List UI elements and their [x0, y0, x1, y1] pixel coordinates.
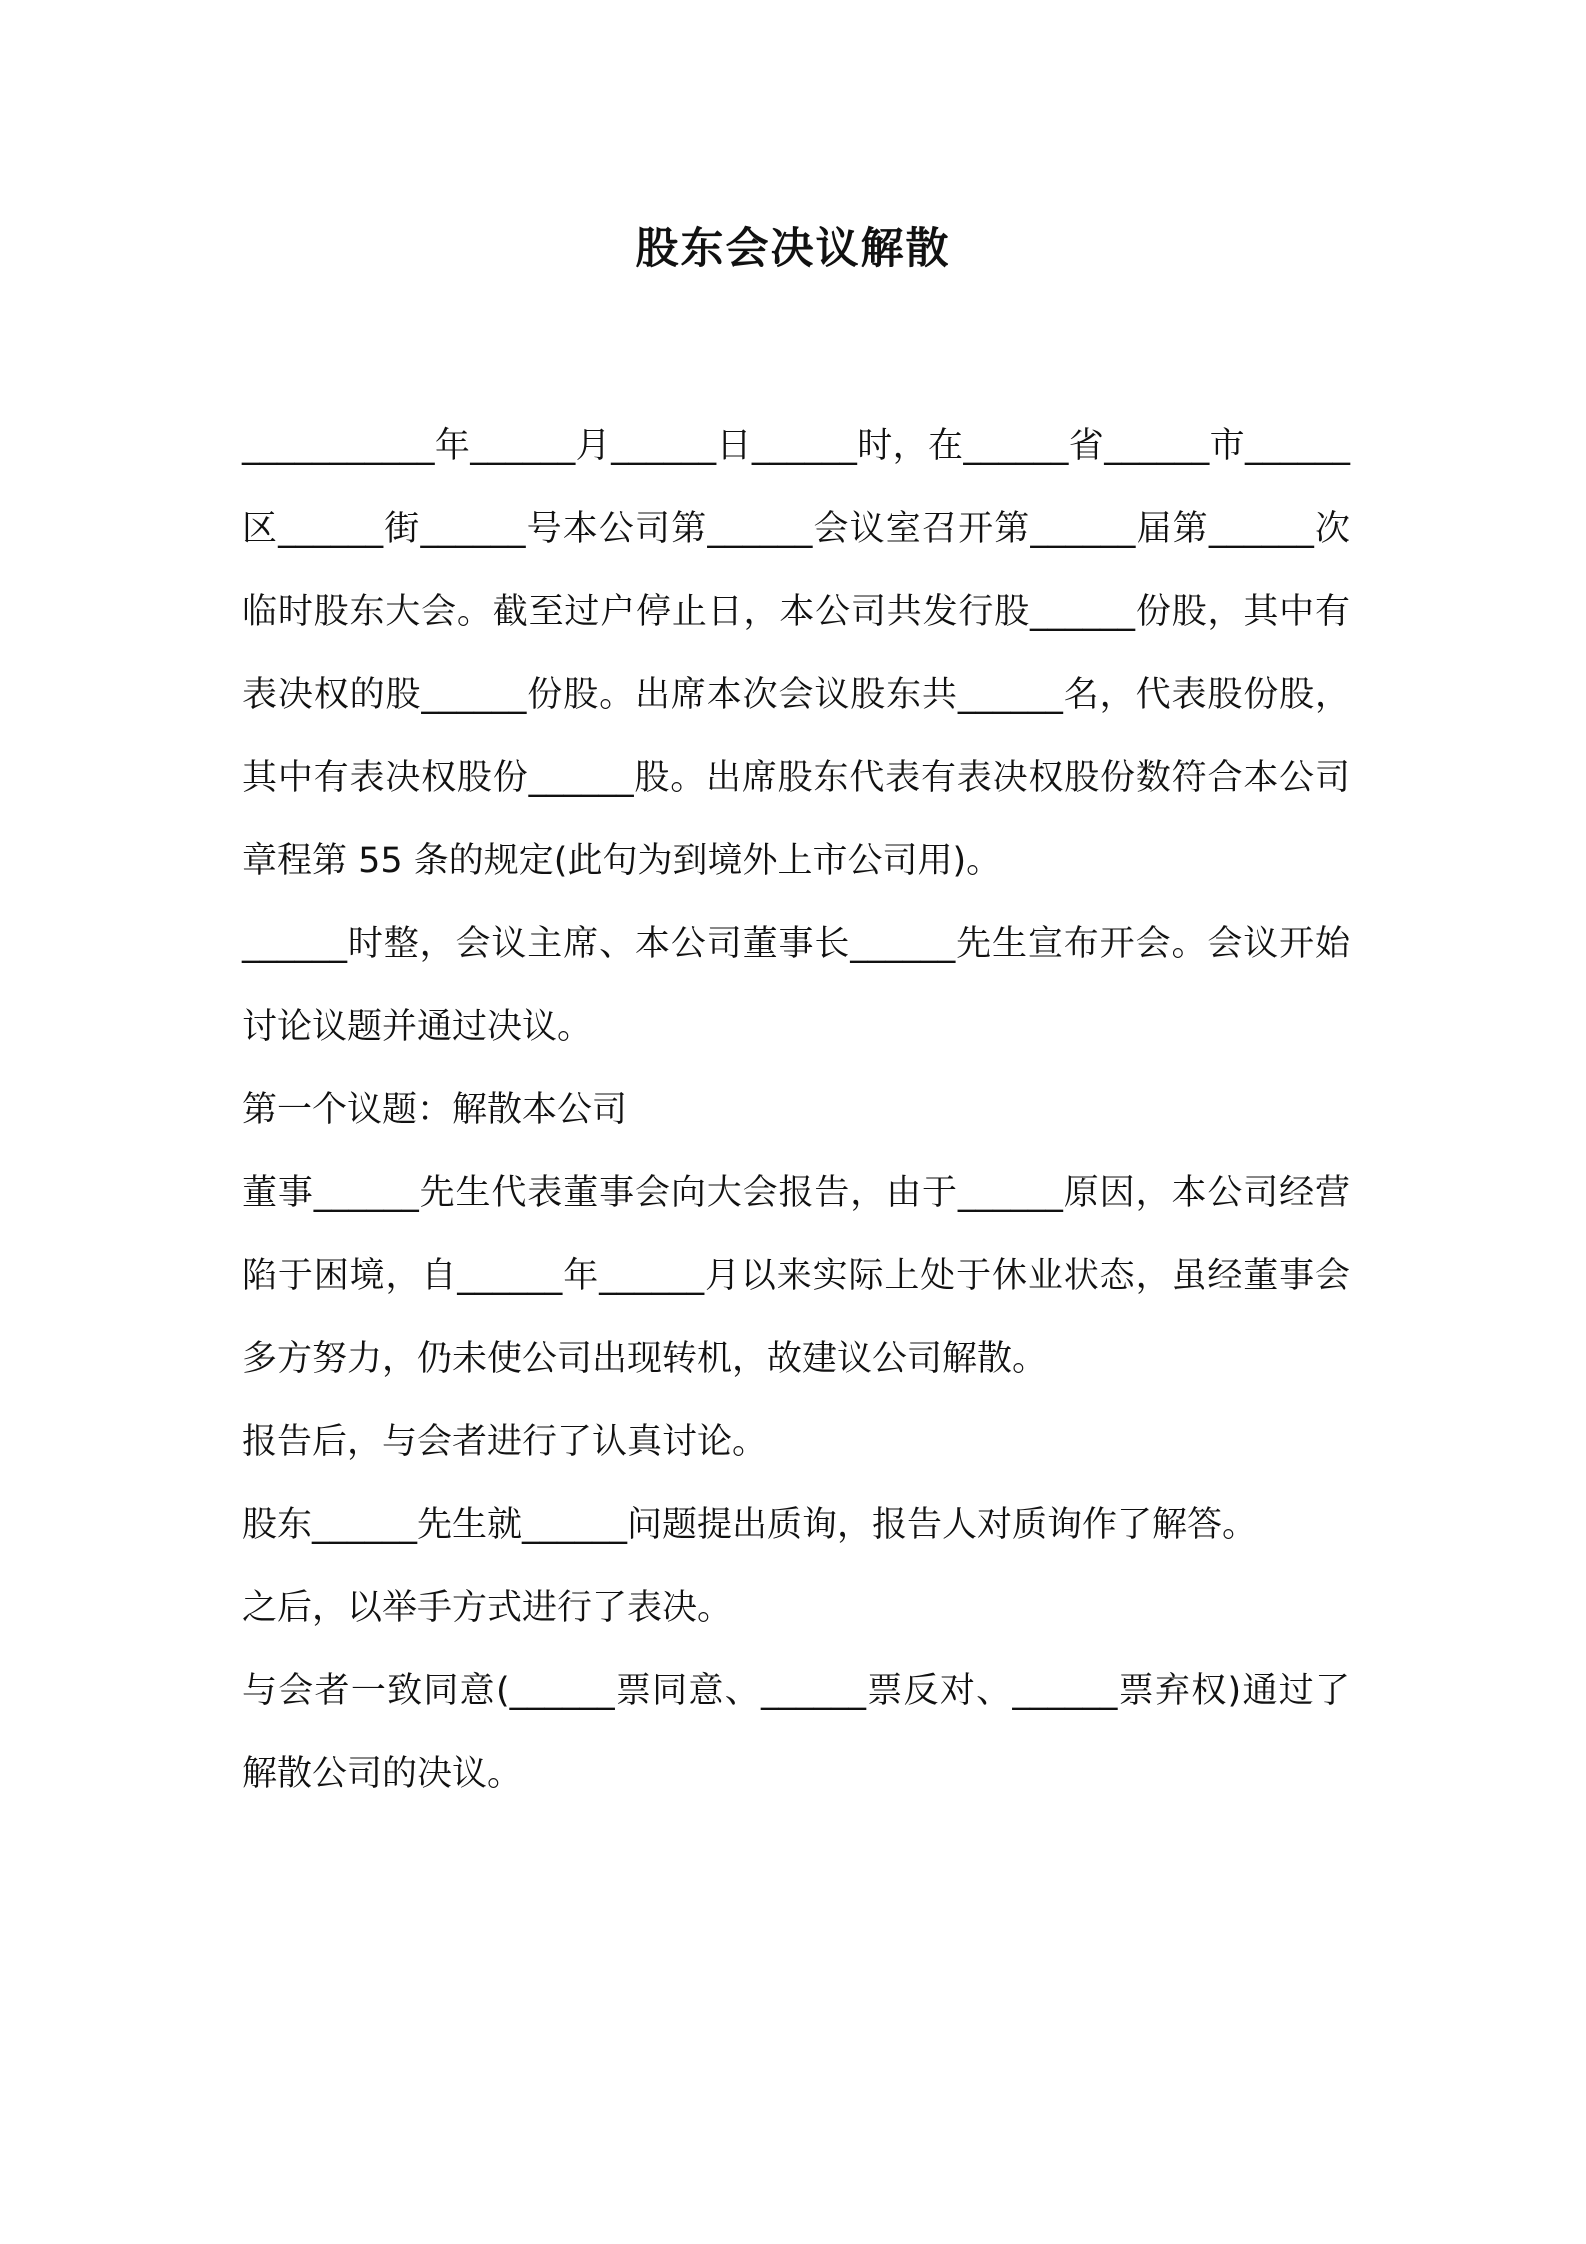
paragraph-vote-method: 之后，以举手方式进行了表决。	[242, 1588, 733, 1628]
paragraph-inquiry: 股东______先生就______问题提出质询，报告人对质询作了解答。	[242, 1505, 1258, 1545]
document-title: 股东会决议解散	[635, 224, 951, 274]
paragraph-agenda-item: 第一个议题：解散本公司	[242, 1090, 628, 1130]
paragraph-board-report: 董事______先生代表董事会向大会报告，由于______原因，本公司经营陷于困境，自______年______月以来实际上处于休业状态，虽经董事会多方努力，仍未使公司出现转机，故建议公司解散。	[242, 1173, 1350, 1379]
paragraph-meeting-info: ___________年______月______日______时，在______省______市______区______街______号本公司第______会议室召开第______届第______次临时股东大会。截至过户停止日，本公司共发行股______份股，其中有表决权的股______份股。出席本次会议股东共______名，代表股份股，其中有表决权股份______股。出席股东代表有表决权股份数符合本公司章程第 55 条的规定(此句为到境外上市公司用)。	[242, 426, 1350, 881]
paragraph-resolution: 与会者一致同意(______票同意、______票反对、______票弃权)通过了解散公司的决议。	[242, 1671, 1350, 1794]
paragraph-discussion: 报告后，与会者进行了认真讨论。	[242, 1422, 768, 1462]
document-body	[242, 405, 1350, 1816]
paragraph-meeting-opening: ______时整，会议主席、本公司董事长______先生宣布开会。会议开始讨论议题并通过决议。	[242, 924, 1350, 1047]
